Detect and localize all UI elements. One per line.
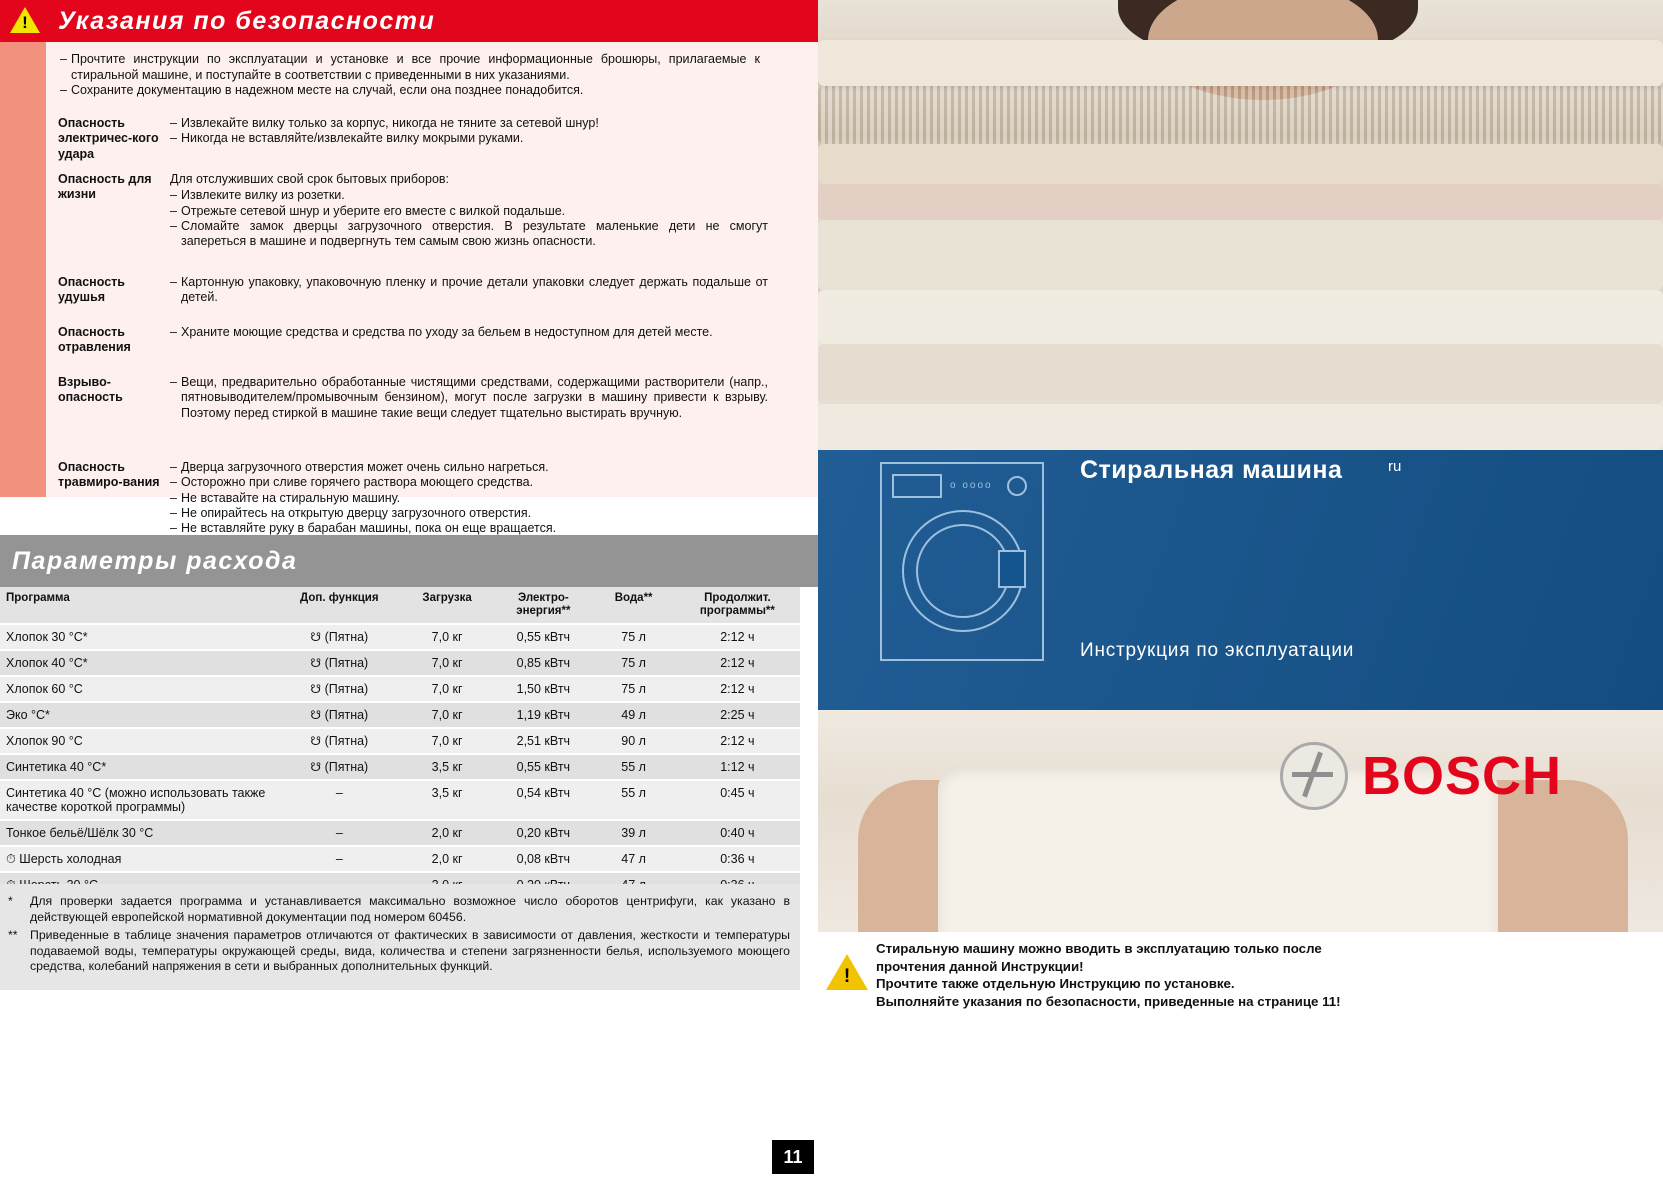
warning-triangle-icon: !	[818, 940, 876, 1052]
cell-extra: (Пятна)	[324, 708, 369, 722]
cell-duration: 0:45 ч	[675, 780, 800, 820]
basket-icon: ☋	[310, 760, 322, 774]
safety-side-bar	[0, 42, 46, 497]
cell-program: Синтетика 40 °C (можно использовать также качестве короткой программы)	[0, 780, 279, 820]
cell-extra: –	[279, 846, 400, 872]
cell-energy: 0,54 кВтч	[494, 780, 592, 820]
cell-energy: 2,51 кВтч	[494, 728, 592, 754]
basket-icon: ☋	[310, 708, 322, 722]
footnote-text: Для проверки задается программа и устанавливается максимально возможное число оборотов центрифуги, как указано в действующей европейской нормативной документации под номером 60456.	[30, 894, 790, 924]
cell-water: 75 л	[593, 676, 675, 702]
col-extra-function: Доп. функция	[279, 587, 400, 624]
safety-row-label: Опасность для жизни	[58, 172, 152, 202]
col-water: Вода**	[593, 587, 675, 624]
safety-title: Указания по безопасности	[58, 6, 436, 35]
cell-program: Эко °C*	[0, 702, 279, 728]
cell-energy: 0,55 кВтч	[494, 754, 592, 780]
laundry-photo	[818, 0, 1663, 450]
table-row	[0, 624, 800, 650]
cell-duration: 0:36 ч	[675, 846, 800, 872]
laundry-fold	[818, 144, 1663, 184]
safety-bullet: Храните моющие средства и средства по уходу за бельем в недоступном для детей месте.	[181, 325, 713, 339]
safety-bullet: Никогда не вставляйте/извлекайте вилку мокрыми руками.	[181, 131, 524, 146]
cell-extra: (Пятна)	[324, 656, 369, 670]
cell-extra: (Пятна)	[324, 630, 369, 644]
cell-program: Хлопок 40 °C*	[0, 650, 279, 676]
brand-name: BOSCH	[1362, 746, 1563, 806]
cell-energy: 1,19 кВтч	[494, 702, 592, 728]
cell-program: Хлопок 60 °C	[0, 676, 279, 702]
col-load: Загрузка	[400, 587, 494, 624]
table-row	[0, 676, 800, 702]
cell-water: 75 л	[593, 650, 675, 676]
safety-row-label: Опасность удушья	[58, 275, 125, 305]
cell-extra: (Пятна)	[324, 734, 369, 748]
cell-program: Хлопок 90 °C	[0, 728, 279, 754]
table-row	[0, 728, 800, 754]
laundry-fold	[818, 404, 1663, 450]
page-number: 11	[772, 1140, 814, 1174]
basket-icon: ☋	[310, 682, 322, 696]
cell-load: 7,0 кг	[400, 650, 494, 676]
table-header-row	[0, 587, 800, 624]
safety-intro-line: Сохраните документацию в надежном месте на случай, если она позднее понадобится.	[71, 83, 584, 97]
laundry-fold	[818, 86, 1663, 144]
cell-duration: 2:12 ч	[675, 728, 800, 754]
table-row	[0, 650, 800, 676]
cell-energy: 0,85 кВтч	[494, 650, 592, 676]
safety-row-label: Опасность электричес-кого удара	[58, 116, 159, 161]
safety-bullet: Сломайте замок дверцы загрузочного отверстия. В результате маленькие дети не смогут запереться в машине и подвергнуть тем самым свою жизнь опасности.	[181, 218, 768, 249]
safety-plain: Для отслуживших свой срок бытовых приборов:	[170, 172, 450, 186]
footnote-mark: *	[8, 894, 13, 908]
notice-text	[876, 940, 1663, 1052]
wool-icon: ⏱	[6, 852, 16, 866]
consumption-header	[0, 535, 818, 587]
cell-extra: –	[279, 820, 400, 846]
safety-intro: – Прочтите инструкции по эксплуатации и установке и все прочие информационные брошюры, прилагаемые к стиральной машине, и поступайте в соответствии с приведенными в них указаниями. – Сохраните документацию в надежном месте на случай, если она позднее понадобится.	[60, 52, 760, 97]
safety-row: Опасность удушья – Картонную упаковку, упаковочную пленку и прочие детали упаковки следует держать подальше от детей.	[58, 275, 768, 305]
right-page	[818, 0, 1663, 1190]
notice-line: Прочтите также отдельную Инструкцию по установке.	[876, 976, 1235, 991]
footnote-text: Приведенные в таблице значения параметров отличаются от фактических в зависимости от давления, жесткости и температуры подаваемой воды, температуры окружающей среды, вида, количества и степени загрязненности белья, используемого моющего средства, колебаний напряжения в сети и выбранных дополнительных функций.	[30, 928, 790, 973]
safety-bullet: Вещи, предварительно обработанные чистящими средствами, содержащими растворители (напр., пятновыводителем/промывочным бензином), могут после загрузки в машину привести к взрыву. Поэтому перед стиркой в машине такие вещи следует тщательно выстирать вручную.	[181, 375, 768, 420]
safety-row: Опасность электричес-кого удара – Извлекайте вилку только за корпус, никогда не тяните за сетевой шнур! – Никогда не вставляйте/извлекайте вилку мокрыми руками.	[58, 116, 768, 162]
cell-load: 3,5 кг	[400, 754, 494, 780]
left-page	[0, 0, 818, 1190]
notice-line: прочтения данной Инструкции!	[876, 958, 1084, 974]
cell-extra: –	[279, 780, 400, 820]
table-row	[0, 820, 800, 846]
safety-header	[0, 0, 818, 42]
consumption-table	[0, 587, 800, 899]
cell-energy: 0,20 кВтч	[494, 820, 592, 846]
cell-energy: 1,50 кВтч	[494, 676, 592, 702]
safety-bullet: Извлекайте вилку только за корпус, никогда не тяните за сетевой шнур!	[181, 116, 599, 130]
consumption-title: Параметры расхода	[12, 546, 298, 575]
safety-bullet: Осторожно при сливе горячего раствора моющего средства.	[181, 475, 534, 490]
bottom-notice	[818, 932, 1663, 1052]
cell-program: Шерсть холодная	[19, 852, 122, 866]
safety-body	[0, 42, 818, 536]
cell-load: 3,5 кг	[400, 780, 494, 820]
table-row	[0, 702, 800, 728]
cell-duration: 2:12 ч	[675, 676, 800, 702]
safety-bullet: Отрежьте сетевой шнур и уберите его вместе с вилкой подальше.	[181, 203, 566, 218]
safety-row-label: Опасность отравления	[58, 325, 131, 355]
safety-bullet: Дверца загрузочного отверстия может очень сильно нагреться.	[181, 460, 549, 474]
safety-bullet: Не опирайтесь на открытую дверцу загрузочного отверстия.	[181, 505, 532, 520]
basket-icon: ☋	[310, 734, 322, 748]
cell-water: 49 л	[593, 702, 675, 728]
cell-extra: (Пятна)	[324, 760, 369, 774]
safety-row: Опасность травмиро-вания – Дверца загрузочного отверстия может очень сильно нагреться. – Осторожно при сливе горячего раствора моющего средства. – Не вставайте на стиральную машину. – Не опирайтесь на открытую дверцу загрузочного отверстия. – Не вставляйте руку в барабан машины, пока он еще вращается.	[58, 460, 768, 536]
cell-energy: 0,08 кВтч	[494, 846, 592, 872]
cell-water: 47 л	[593, 846, 675, 872]
safety-bullet: Извлеките вилку из розетки.	[181, 188, 345, 203]
cell-duration: 0:40 ч	[675, 820, 800, 846]
cell-water: 39 л	[593, 820, 675, 846]
cell-water: 55 л	[593, 780, 675, 820]
hands-photo	[818, 710, 1663, 932]
safety-bullet: Картонную упаковку, упаковочную пленку и прочие детали упаковки следует держать подальше от детей.	[181, 275, 768, 305]
footnote-mark: **	[8, 928, 18, 942]
col-duration: Продолжит. программы**	[675, 587, 800, 624]
cell-water: 55 л	[593, 754, 675, 780]
table-row	[0, 846, 800, 872]
col-program: Программа	[0, 587, 279, 624]
language-code: ru	[1388, 458, 1402, 475]
table-row	[0, 754, 800, 780]
laundry-fold	[818, 40, 1663, 86]
cell-program: Хлопок 30 °C*	[0, 624, 279, 650]
cell-extra: (Пятна)	[324, 682, 369, 696]
washing-machine-icon: o oooo	[880, 462, 1040, 657]
cover-banner	[818, 450, 1663, 710]
col-energy: Электро-энергия**	[494, 587, 592, 624]
laundry-fold	[818, 290, 1663, 344]
consumption-footnotes	[0, 884, 800, 990]
cell-duration: 2:25 ч	[675, 702, 800, 728]
safety-row: Опасность для жизни Для отслуживших свой срок бытовых приборов: – Извлеките вилку из розетки. – Отрежьте сетевой шнур и уберите его вместе с вилкой подальше. – Сломайте замок дверцы загрузочного отверстия. В результате маленькие дети не смогут запереться в машине и подвергнуть тем самым свою жизнь опасности.	[58, 172, 768, 249]
cell-duration: 1:12 ч	[675, 754, 800, 780]
cell-load: 7,0 кг	[400, 624, 494, 650]
cell-duration: 2:12 ч	[675, 624, 800, 650]
basket-icon: ☋	[310, 630, 322, 644]
cell-load: 7,0 кг	[400, 676, 494, 702]
laundry-fold	[818, 220, 1663, 290]
warning-triangle-icon: !	[10, 7, 40, 35]
cell-load: 7,0 кг	[400, 728, 494, 754]
safety-row: Опасность отравления – Храните моющие средства и средства по уходу за бельем в недоступном для детей месте.	[58, 325, 768, 356]
cell-energy: 0,55 кВтч	[494, 624, 592, 650]
cell-water: 75 л	[593, 624, 675, 650]
notice-line: Стиральную машину можно вводить в эксплуатацию только после	[876, 941, 1322, 956]
safety-row-label: Опасность травмиро-вания	[58, 460, 160, 490]
basket-icon: ☋	[310, 656, 322, 670]
laundry-fold	[818, 184, 1663, 220]
cell-program: Тонкое бельё/Шёлк 30 °C	[0, 820, 279, 846]
bosch-logo-icon	[1280, 742, 1562, 810]
cover-subtitle: Инструкция по эксплуатации	[1080, 640, 1355, 661]
notice-line: Выполняйте указания по безопасности, приведенные на странице 11!	[876, 993, 1341, 1009]
cell-water: 90 л	[593, 728, 675, 754]
cell-duration: 2:12 ч	[675, 650, 800, 676]
safety-intro-line: Прочтите инструкции по эксплуатации и установке и все прочие информационные брошюры, прилагаемые к стиральной машине, и поступайте в соответствии с приведенными в них указаниями.	[71, 52, 760, 82]
safety-bullet: Не вставляйте руку в барабан машины, пока он еще вращается.	[181, 521, 557, 536]
table-row	[0, 780, 800, 820]
safety-bullet: Не вставайте на стиральную машину.	[181, 490, 401, 505]
cell-program: Синтетика 40 °C*	[0, 754, 279, 780]
cell-load: 7,0 кг	[400, 702, 494, 728]
safety-row-label: Взрыво-опасность	[58, 375, 123, 405]
laundry-fold	[818, 344, 1663, 404]
cell-load: 2,0 кг	[400, 820, 494, 846]
safety-row: Взрыво-опасность – Вещи, предварительно обработанные чистящими средствами, содержащими растворители (напр., пятновыводителем/промывочным бензином), могут после загрузки в машину привести к взрыву. Поэтому перед стиркой в машине такие вещи следует тщательно выстирать вручную.	[58, 375, 768, 420]
cover-title: Стиральная машина	[1080, 456, 1343, 484]
cell-load: 2,0 кг	[400, 846, 494, 872]
